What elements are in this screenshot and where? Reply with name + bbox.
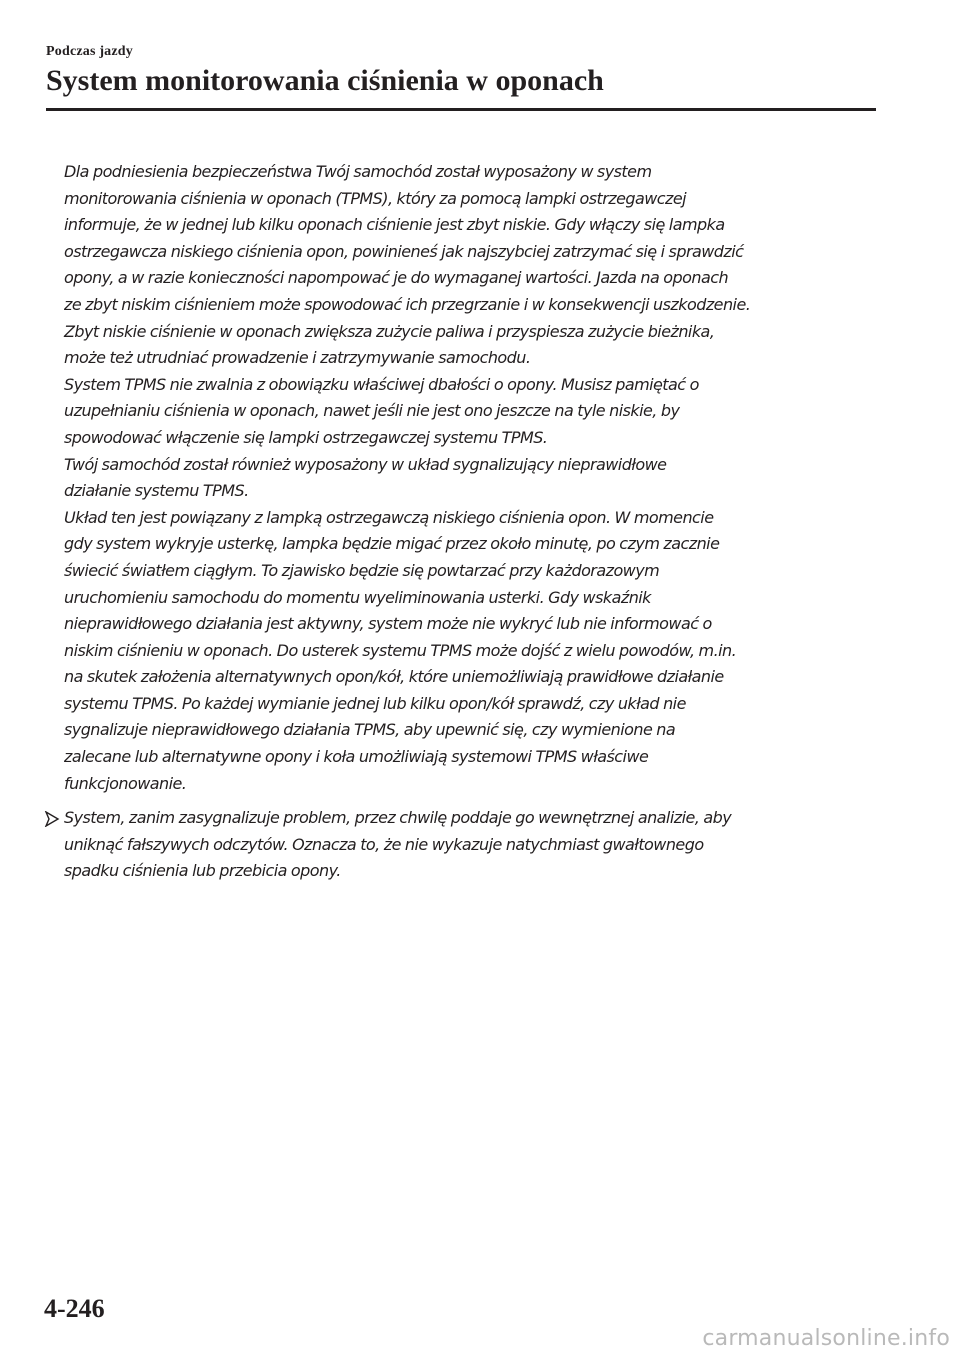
body-line: sygnalizuje nieprawidłowego działania TPMS, aby upewnić się, czy wymienione na — [64, 720, 676, 740]
body-line: uruchomieniu samochodu do momentu wyeliminowania usterki. Gdy wskaźnik — [64, 587, 651, 607]
bullet-note — [44, 805, 884, 885]
body-line: świecić światłem ciągłym. To zjawisko będzie się powtarzać przy każdorazowym — [64, 560, 660, 580]
bullet-text — [64, 805, 884, 885]
bullet-line: uniknąć fałszywych odczytów. Oznacza to, że nie wykazuje natychmiast gwałtownego — [64, 834, 704, 854]
bullet-line: System, zanim zasygnalizuje problem, przez chwilę poddaje go wewnętrznej analizie, aby — [64, 808, 732, 827]
title-rule — [46, 108, 876, 111]
body-line: ostrzegawcza niskiego ciśnienia opon, powinieneś jak najszybciej zatrzymać się i sprawdzić — [64, 241, 744, 261]
body-line: działanie systemu TPMS. — [64, 481, 249, 501]
body-line: Układ ten jest powiązany z lampką ostrzegawczą niskiego ciśnienia opon. W momencie — [64, 507, 714, 527]
body-line: opony, a w razie konieczności napompować je do wymaganej wartości. Jazda na oponach — [64, 268, 729, 288]
body-line: Twój samochód został również wyposażony w układ sygnalizujący nieprawidłowe — [64, 454, 667, 474]
body-line: uzupełnianiu ciśnienia w oponach, nawet jeśli nie jest ono jeszcze na tyle niskie, by — [64, 401, 680, 421]
body-line: ze zbyt niskim ciśnieniem może spowodować ich przegrzanie i w konsekwencji uszkodzenie. — [64, 294, 751, 314]
body-line: funkcjonowanie. — [64, 773, 187, 793]
body-line: informuje, że w jednej lub kilku oponach ciśnienie jest zbyt niskie. Gdy włączy się lampka — [64, 215, 725, 235]
body-line: Dla podniesienia bezpieczeństwa Twój samochód został wyposażony w system — [64, 162, 652, 181]
bullet-line: spadku ciśnienia lub przebicia opony. — [64, 861, 341, 881]
body-line: nieprawidłowego działania jest aktywny, system może nie wykryć lub nie informować o — [64, 614, 712, 634]
section-label: Podczas jazdy — [46, 44, 133, 59]
page-number: 4-246 — [44, 1294, 105, 1323]
body-line: niskim ciśnieniu w oponach. Do usterek systemu TPMS może dojść z wielu powodów, m.in. — [64, 640, 737, 660]
body-line: systemu TPMS. Po każdej wymianie jednej lub kilku opon/kół sprawdź, czy układ nie — [64, 693, 686, 713]
body-line: Zbyt niskie ciśnienie w oponach zwiększa zużycie paliwa i przyspiesza zużycie bieżnika, — [64, 321, 715, 341]
body-line: System TPMS nie zwalnia z obowiązku właściwej dbałości o opony. Musisz pamiętać o — [64, 374, 699, 394]
page-title: System monitorowania ciśnienia w oponach — [46, 64, 604, 97]
body-line: spowodować włączenie się lampki ostrzegawczej systemu TPMS. — [64, 427, 548, 447]
watermark: carmanualsonline.info — [702, 1326, 950, 1351]
arrowhead-right-icon — [44, 811, 60, 827]
body-line: zalecane lub alternatywne opony i koła umożliwiają systemowi TPMS właściwe — [64, 747, 649, 767]
body-line: gdy system wykryje usterkę, lampka będzie migać przez około minutę, po czym zacznie — [64, 534, 720, 554]
body-line: na skutek założenia alternatywnych opon/kół, które uniemożliwiają prawidłowe działanie — [64, 667, 724, 687]
body-line: może też utrudniać prowadzenie i zatrzymywanie samochodu. — [64, 348, 531, 368]
body-text — [64, 159, 880, 797]
body-line: monitorowania ciśnienia w oponach (TPMS), który za pomocą lampki ostrzegawczej — [64, 188, 687, 208]
